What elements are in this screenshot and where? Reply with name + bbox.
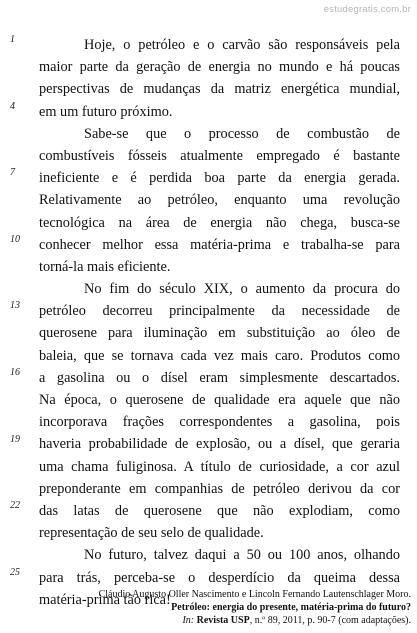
text-line: torná-la mais eficiente. bbox=[39, 258, 171, 275]
source-in-label: In: bbox=[182, 615, 195, 626]
text-line: em um futuro próximo. bbox=[39, 103, 173, 120]
line-number: 25 bbox=[10, 566, 20, 578]
text-line: para trás, perceba-se o desperdício da queima dessa bbox=[39, 569, 400, 586]
line-number: 19 bbox=[10, 433, 20, 445]
text-line: das latas de querosene que não explodiam, como bbox=[39, 502, 400, 519]
text-line: matéria-prima tão rica! bbox=[39, 591, 171, 608]
text-line: preponderante em companhias de petróleo derivou da cor bbox=[39, 480, 400, 497]
line-number: 4 bbox=[10, 100, 15, 112]
text-line: incorporava frações correspondentes a gasolina, pois bbox=[39, 414, 400, 431]
line-number: 10 bbox=[10, 233, 20, 245]
line-number: 13 bbox=[10, 300, 20, 312]
text-line: conhecer melhor essa matéria-prima e trabalha-se para bbox=[39, 236, 400, 253]
line-number: 1 bbox=[10, 34, 15, 45]
text-line: a gasolina ou o dísel eram simplesmente descartados. bbox=[39, 369, 400, 386]
text-line: querosene para iluminação em substituição ao óleo de bbox=[39, 325, 400, 342]
text-line: No futuro, talvez daqui a 50 ou 100 anos, olhando bbox=[84, 547, 400, 564]
text-line: Na época, o querosene de qualidade era aquele que não bbox=[39, 392, 400, 408]
source-title: Petróleo: energia do presente, matéria-prima do futuro? bbox=[171, 602, 411, 613]
source-citation bbox=[99, 588, 411, 627]
text-line: haveria probabilidade de explosão, ou a dísel, que geraria bbox=[39, 436, 400, 453]
text-line: Sabe-se que o processo de combustão de bbox=[84, 125, 400, 142]
line-number: 16 bbox=[10, 367, 20, 378]
text-line: maior parte da geração de energia no mundo e há poucas bbox=[39, 59, 400, 76]
source-authors: Cláudio Augusto Oller Nascimento e Lincoln Fernando Lautenschlager Moro. bbox=[98, 589, 411, 600]
text-line: representação de seu selo de qualidade. bbox=[39, 525, 264, 542]
text-line: Hoje, o petróleo e o carvão são responsáveis pela bbox=[84, 37, 400, 53]
text-line: baleia, que se tornava cada vez mais caro. Produtos como bbox=[39, 347, 400, 364]
source-details: , n.º 89, 2011, p. 90-7 (com adaptações). bbox=[249, 615, 411, 626]
text-line: No fim do século XIX, o aumento da procura do bbox=[84, 281, 400, 298]
watermark: estudegratis.com.br bbox=[323, 4, 411, 15]
text-line: combustíveis fósseis atualmente empregado é bastante bbox=[39, 147, 400, 164]
line-number: 22 bbox=[10, 500, 20, 512]
line-number: 7 bbox=[10, 167, 15, 179]
source-journal: Revista USP bbox=[196, 615, 250, 626]
text-line: ineficiente e é perdida boa parte da energia gerada. bbox=[39, 170, 400, 187]
text-line: tecnológica na área de energia não chega, busca-se bbox=[39, 214, 400, 231]
text-line: uma chama fuliginosa. A título de curiosidade, a cor azul bbox=[39, 458, 400, 475]
text-line: perspectivas de mudanças da matriz energética mundial, bbox=[39, 81, 400, 98]
text-line: petróleo decorreu principalmente da necessidade de bbox=[39, 303, 400, 320]
text-line: Relativamente ao petróleo, enquanto uma revolução bbox=[39, 192, 400, 209]
article-text bbox=[39, 34, 400, 611]
source-reference bbox=[99, 614, 411, 627]
